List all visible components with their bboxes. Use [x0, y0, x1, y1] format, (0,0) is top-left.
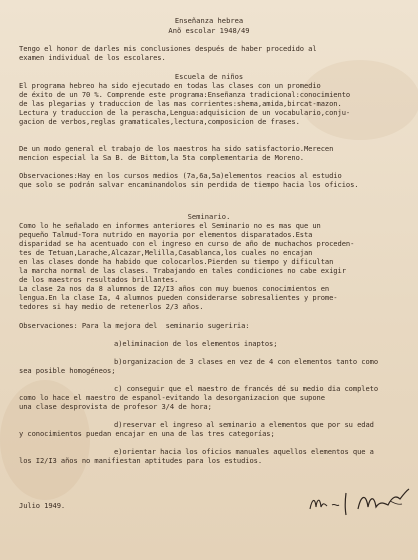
body-line: De un modo general el trabajo de los maestros ha sido satisfactorio.Merecen [19, 144, 334, 153]
body-line: de las plegarias y traduccion de las mas corrientes:shema,amida,bircat-mazon. [19, 99, 342, 108]
suggestion-item: sea posible homogéneos; [19, 366, 116, 375]
suggestion-item: una clase desprovista de profesor 3/4 de hora; [19, 402, 212, 411]
body-line: lengua.En la clase Ia, 4 alumnos pueden considerarse sobresalientes y prome- [19, 293, 338, 302]
body-line: la marcha normal de las clases. Trabajando en tales condiciones no cabe exigir [19, 266, 346, 275]
body-line: tes de Tetuan,Larache,Alcazar,Melilla,Casablanca,los cuales no encajan [19, 248, 313, 257]
body-line: El programa hebreo ha sido ejecutado en todas las clases con un promedio [19, 81, 321, 90]
observation-line: Observaciones:Hay en los cursos medios (7a,6a,5a)elementos reacios al estudio [19, 171, 342, 180]
body-line: de los maestros resultados brillantes. [19, 275, 179, 284]
body-line: pequeño Talmud-Tora nutrido en mayoria por elementos disparatados.Esta [19, 230, 313, 239]
intro-line: examen individual de los escolares. [19, 53, 166, 62]
document-date: Julio 1949. [19, 501, 66, 510]
suggestion-item: e)orientar hacia los oficios manuales aquellos elementos que a [114, 447, 374, 456]
suggestion-item: y conocimientos puedan encajar en una de las tres categorías; [19, 429, 275, 438]
suggestion-item: b)organizacion de 3 clases en vez de 4 con elementos tanto como [114, 357, 379, 366]
body-line: Lectura y traduccion de la perascha,Lengua:adquisicion de un vocabulario,conju- [19, 108, 351, 117]
body-line: Como lo he señalado en informes anteriores el Seminario no es mas que un [19, 221, 321, 230]
observations-intro: Observaciones: Para la mejora del seminario sugeriria: [19, 321, 250, 330]
suggestion-item: los I2/I3 años no manifiestan aptitudes para los estudios. [19, 456, 263, 465]
suggestion-item: como lo hace el maestro de espanol-evitando la desorganizacion que supone [19, 393, 325, 402]
section-heading-boys: Escuela de niños [174, 72, 244, 81]
intro-line: Tengo el honor de darles mis conclusiones después de haber procedido al [19, 44, 317, 53]
school-year: Anõ escolar 1948/49 [168, 26, 250, 35]
document-title: Enseñanza hebrea [174, 16, 244, 25]
body-line: en las clases donde ha habido que colocarlos.Pierden su tiempo y dificultan [19, 257, 334, 266]
section-heading-seminary: Seminario. [187, 212, 231, 221]
body-line: La clase 2a nos da 8 alumnos de I2/I3 años con muy buenos conocimientos en [19, 284, 330, 293]
suggestion-item: d)reservar el ingreso al seminario a elementos que por su edad [114, 420, 374, 429]
body-line: mencion especial la Sa B. de Bittom,la 5ta complementaria de Moreno. [19, 153, 304, 162]
observation-line: que solo se podrán salvar encaminandolos sin perdida de tiempo hacia los oficios. [19, 180, 359, 189]
suggestion-item: a)eliminacion de los elementos inaptos; [114, 339, 278, 348]
suggestion-item: c) conseguir que el maestro de francés dé su medio dia completo [114, 384, 379, 393]
body-line: de éxito de un 70 %. Comprende este programa:Enseñanza tradicional:conocimiento [19, 90, 351, 99]
body-line: gacion de verbos,reglas gramaticales,lectura,composicion de frases. [19, 117, 300, 126]
handwritten-signature [306, 485, 412, 519]
body-line: disparidad se ha acentuado con el ingreso en curso de año de muchachos proceden- [19, 239, 355, 248]
body-line: tedores si hay medio de retenerlos 2/3 años. [19, 302, 204, 311]
